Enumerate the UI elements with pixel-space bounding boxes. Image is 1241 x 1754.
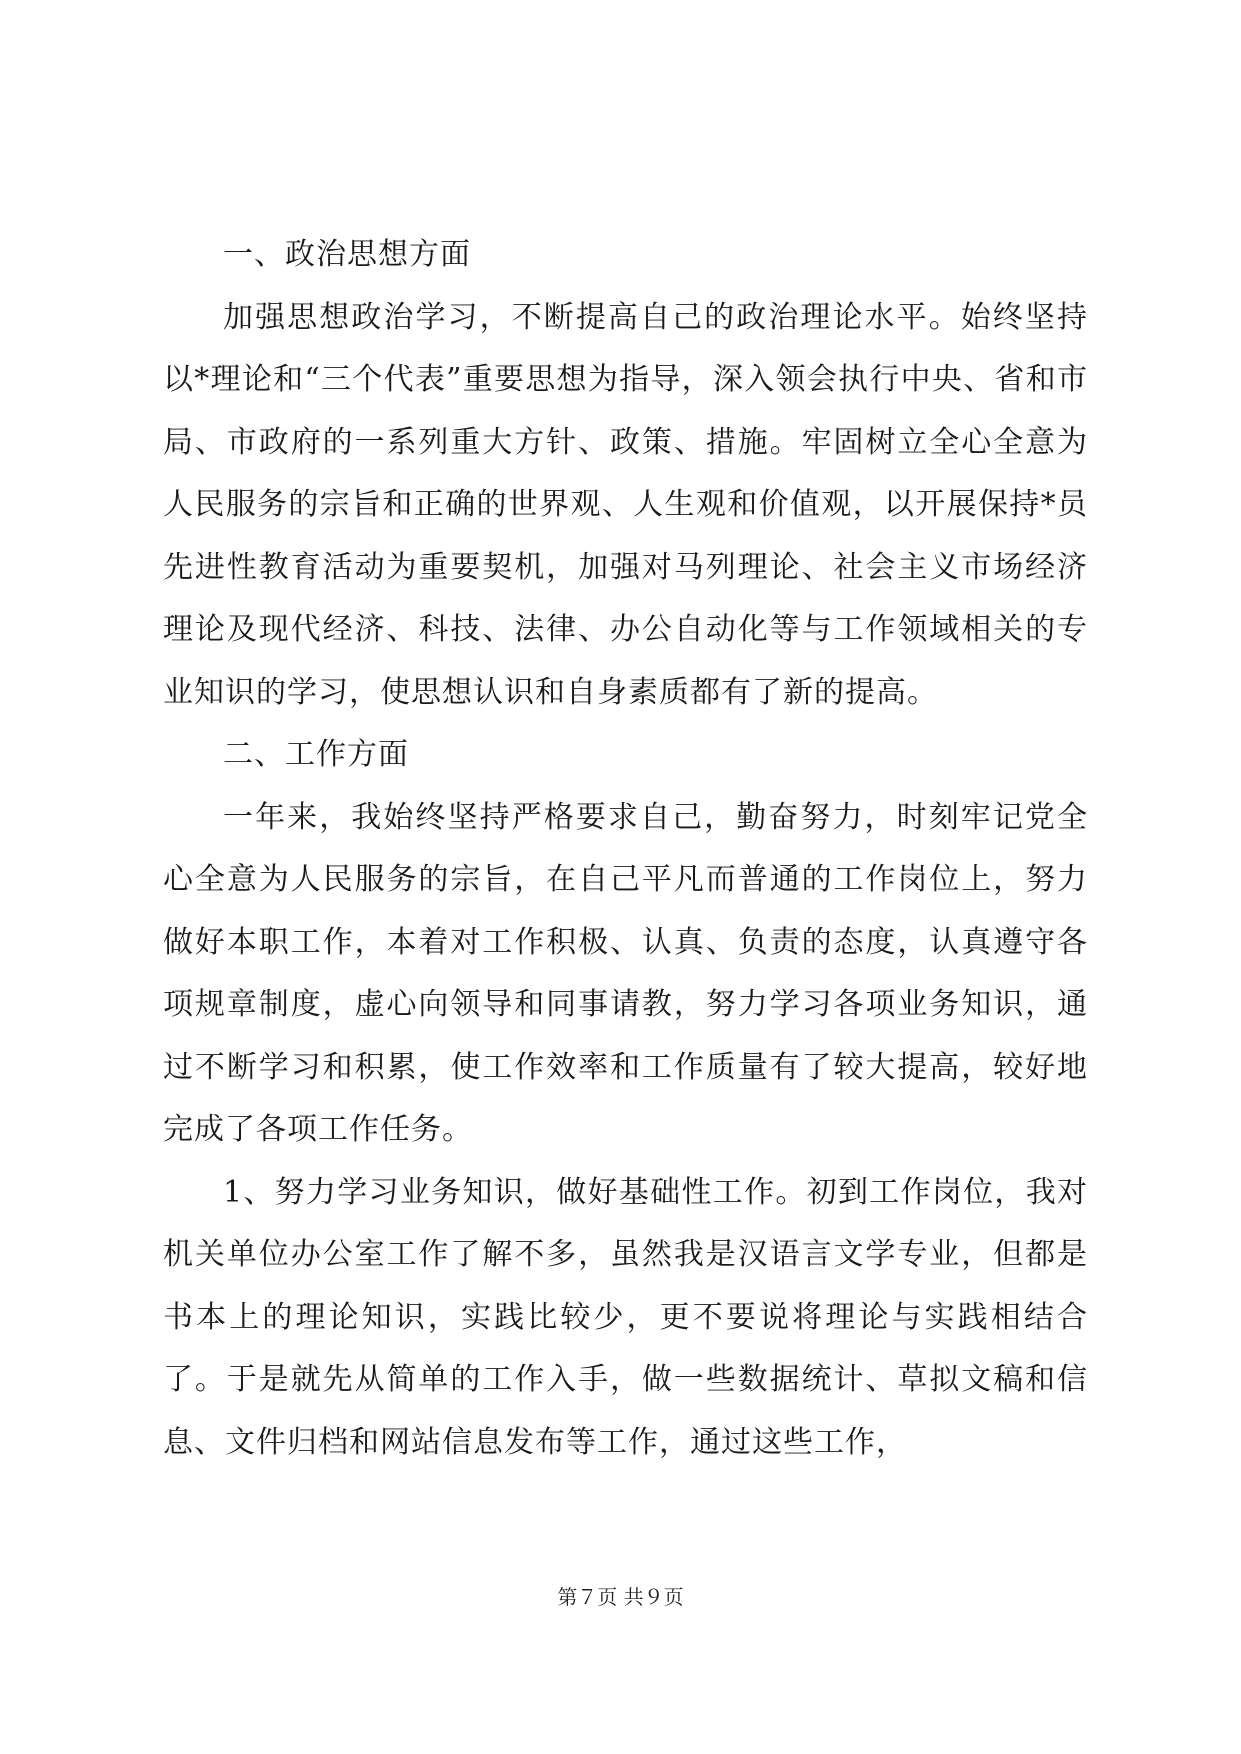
paragraph-learning-business: 1、努力学习业务知识，做好基础性工作。初到工作岗位，我对机关单位办公室工作了解不多，虽然我是汉语言文学专业，但都是书本上的理论知识，实践比较少，更不要说将理论与实践相结合了。于是就先从简单的工作入手，做一些数据统计、草拟文稿和信息、文件归档和网站信息发布等工作，通过这些工作， <box>163 1174 1088 1460</box>
paragraph-work-summary: 一年来，我始终坚持严格要求自己，勤奋努力，时刻牢记党全心全意为人民服务的宗旨，在自己平凡而普通的工作岗位上，努力做好本职工作，本着对工作积极、认真、负责的态度，认真遵守各项规章制度，虚心向领导和同事请教，努力学习各项业务知识，通过不断学习和积累，使工作效率和工作质量有了较大提高，较好地完成了各项工作任务。 <box>163 799 1088 1147</box>
page-number-footer: 第７页 共９页 <box>557 1585 684 1609</box>
document-body <box>163 224 1088 1474</box>
section-heading-work: 二、工作方面 <box>223 737 409 772</box>
paragraph-political-study: 加强思想政治学习，不断提高自己的政治理论水平。始终坚持以*理论和“三个代表”重要思想为指导，深入领会执行中央、省和市局、市政府的一系列重大方针、政策、措施。牢固树立全心全意为人民服务的宗旨和正确的世界观、人生观和价值观，以开展保持*员先进性教育活动为重要契机，加强对马列理论、社会主义市场经济理论及现代经济、科技、法律、办公自动化等与工作领域相关的专业知识的学习，使思想认识和自身素质都有了新的提高。 <box>163 299 1088 710</box>
section-heading-political: 一、政治思想方面 <box>223 237 471 272</box>
